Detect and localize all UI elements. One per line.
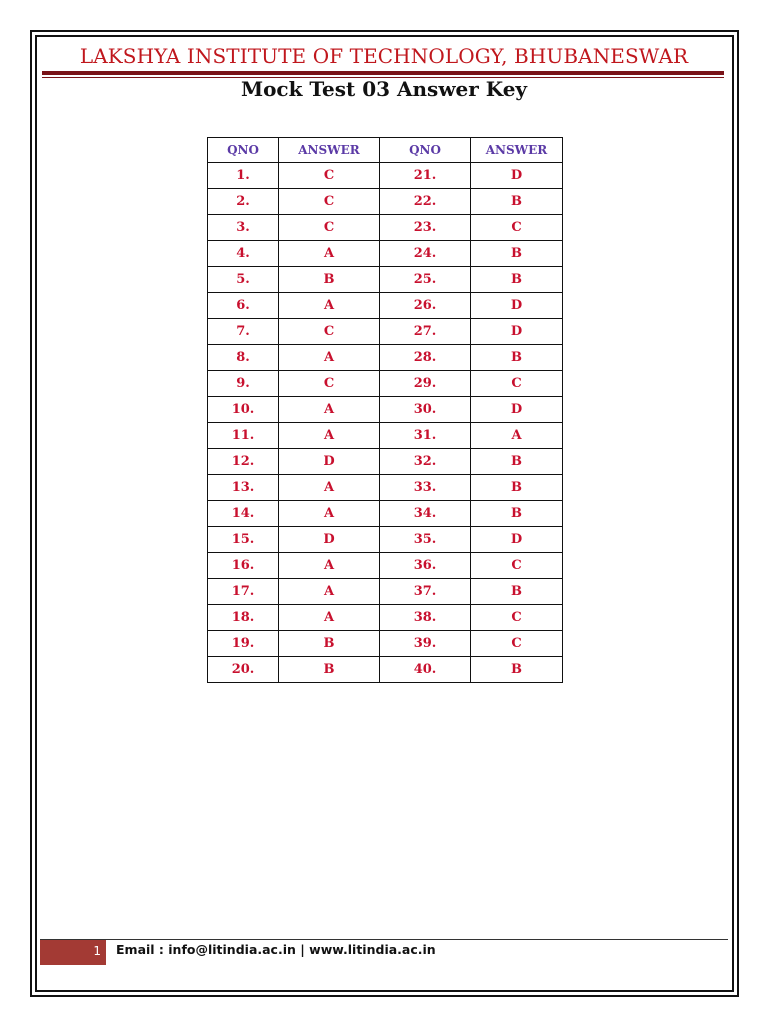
- question-number-cell: 34.: [380, 501, 471, 527]
- answer-cell: D: [471, 397, 563, 423]
- answer-cell: C: [279, 163, 380, 189]
- answer-cell: B: [471, 189, 563, 215]
- table-row: [208, 189, 563, 215]
- answer-cell: A: [279, 579, 380, 605]
- question-number-cell: 14.: [208, 501, 279, 527]
- answer-cell: B: [279, 631, 380, 657]
- answer-cell: B: [471, 267, 563, 293]
- table-body: [208, 163, 563, 683]
- answer-cell: A: [279, 501, 380, 527]
- question-number-cell: 4.: [208, 241, 279, 267]
- question-number-cell: 8.: [208, 345, 279, 371]
- question-number-cell: 29.: [380, 371, 471, 397]
- question-number-cell: 22.: [380, 189, 471, 215]
- table-row: [208, 579, 563, 605]
- table-header-row: [208, 138, 563, 163]
- answer-cell: A: [279, 423, 380, 449]
- question-number-cell: 3.: [208, 215, 279, 241]
- answer-cell: C: [471, 605, 563, 631]
- answer-cell: C: [279, 189, 380, 215]
- footer-contact: Email : info@litindia.ac.in | www.litindia.ac.in: [116, 942, 436, 957]
- answer-cell: D: [471, 293, 563, 319]
- question-number-cell: 5.: [208, 267, 279, 293]
- answer-cell: A: [279, 605, 380, 631]
- column-header-qno: QNO: [380, 138, 471, 163]
- question-number-cell: 17.: [208, 579, 279, 605]
- answer-cell: A: [279, 345, 380, 371]
- answer-cell: D: [471, 163, 563, 189]
- question-number-cell: 23.: [380, 215, 471, 241]
- question-number-cell: 1.: [208, 163, 279, 189]
- answer-cell: B: [279, 657, 380, 683]
- column-header-answer: ANSWER: [471, 138, 563, 163]
- table-row: [208, 345, 563, 371]
- document-title: Mock Test 03 Answer Key: [240, 77, 528, 101]
- table-row: [208, 267, 563, 293]
- question-number-cell: 40.: [380, 657, 471, 683]
- table-row: [208, 319, 563, 345]
- question-number-cell: 33.: [380, 475, 471, 501]
- question-number-cell: 27.: [380, 319, 471, 345]
- header-rule-thick: [42, 71, 724, 75]
- answer-cell: B: [471, 475, 563, 501]
- answer-cell: B: [471, 501, 563, 527]
- answer-cell: C: [471, 631, 563, 657]
- answer-cell: B: [279, 267, 380, 293]
- question-number-cell: 10.: [208, 397, 279, 423]
- question-number-cell: 39.: [380, 631, 471, 657]
- answer-key-table: [207, 137, 563, 683]
- question-number-cell: 18.: [208, 605, 279, 631]
- question-number-cell: 28.: [380, 345, 471, 371]
- answer-cell: D: [471, 319, 563, 345]
- answer-cell: A: [279, 475, 380, 501]
- question-number-cell: 37.: [380, 579, 471, 605]
- table-row: [208, 163, 563, 189]
- answer-cell: B: [471, 241, 563, 267]
- table-row: [208, 449, 563, 475]
- question-number-cell: 16.: [208, 553, 279, 579]
- question-number-cell: 30.: [380, 397, 471, 423]
- question-number-cell: 11.: [208, 423, 279, 449]
- question-number-cell: 38.: [380, 605, 471, 631]
- answer-cell: C: [279, 215, 380, 241]
- question-number-cell: 6.: [208, 293, 279, 319]
- table-row: [208, 501, 563, 527]
- table-row: [208, 631, 563, 657]
- table-row: [208, 527, 563, 553]
- answer-cell: A: [279, 293, 380, 319]
- answer-cell: A: [279, 241, 380, 267]
- answer-cell: C: [471, 215, 563, 241]
- table-row: [208, 553, 563, 579]
- question-number-cell: 32.: [380, 449, 471, 475]
- answer-cell: D: [279, 449, 380, 475]
- answer-cell: B: [471, 345, 563, 371]
- answer-cell: B: [471, 449, 563, 475]
- answer-cell: C: [279, 319, 380, 345]
- question-number-cell: 36.: [380, 553, 471, 579]
- question-number-cell: 20.: [208, 657, 279, 683]
- answer-cell: C: [279, 371, 380, 397]
- column-header-qno: QNO: [208, 138, 279, 163]
- question-number-cell: 35.: [380, 527, 471, 553]
- question-number-cell: 26.: [380, 293, 471, 319]
- answer-cell: A: [279, 553, 380, 579]
- question-number-cell: 9.: [208, 371, 279, 397]
- table-row: [208, 397, 563, 423]
- answer-cell: A: [471, 423, 563, 449]
- table-row: [208, 241, 563, 267]
- table-row: [208, 423, 563, 449]
- answer-cell: D: [471, 527, 563, 553]
- answer-cell: D: [279, 527, 380, 553]
- question-number-cell: 24.: [380, 241, 471, 267]
- question-number-cell: 25.: [380, 267, 471, 293]
- answer-cell: B: [471, 579, 563, 605]
- question-number-cell: 15.: [208, 527, 279, 553]
- question-number-cell: 12.: [208, 449, 279, 475]
- question-number-cell: 21.: [380, 163, 471, 189]
- question-number-cell: 31.: [380, 423, 471, 449]
- table-row: [208, 657, 563, 683]
- table-row: [208, 371, 563, 397]
- answer-cell: A: [279, 397, 380, 423]
- answer-cell: C: [471, 371, 563, 397]
- table-row: [208, 293, 563, 319]
- question-number-cell: 19.: [208, 631, 279, 657]
- institute-title: LAKSHYA INSTITUTE OF TECHNOLOGY, BHUBANESWAR: [79, 44, 689, 68]
- question-number-cell: 7.: [208, 319, 279, 345]
- answer-cell: B: [471, 657, 563, 683]
- table-row: [208, 215, 563, 241]
- answer-cell: C: [471, 553, 563, 579]
- question-number-cell: 2.: [208, 189, 279, 215]
- table-row: [208, 605, 563, 631]
- column-header-answer: ANSWER: [279, 138, 380, 163]
- table-row: [208, 475, 563, 501]
- question-number-cell: 13.: [208, 475, 279, 501]
- page-number-badge: 1: [40, 940, 106, 965]
- footer-rule: [40, 939, 728, 940]
